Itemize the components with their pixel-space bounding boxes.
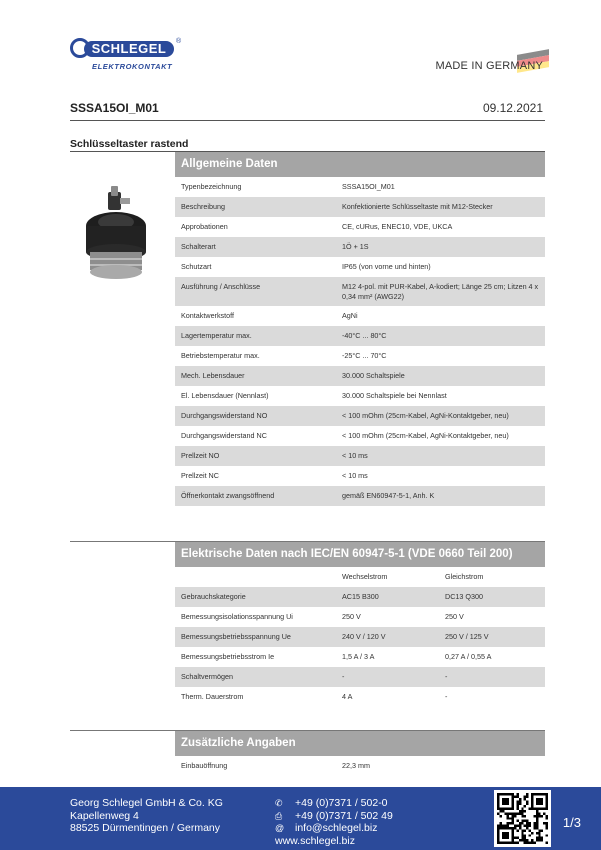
ac-value: 4 A [342, 692, 353, 701]
spec-label: Prellzeit NO [181, 451, 220, 460]
spec-label: Typenbezeichnung [181, 182, 242, 191]
electrical-header-row [175, 567, 545, 587]
table-row [175, 326, 545, 346]
extra-data-table [175, 756, 545, 776]
table-row [175, 486, 545, 506]
company-logo [70, 38, 180, 74]
spec-value: 22,3 mm [342, 761, 370, 770]
spec-label: Prellzeit NC [181, 471, 219, 480]
spec-label: Beschreibung [181, 202, 225, 211]
page-number: 1/3 [562, 815, 581, 830]
phone-number[interactable]: +49 (0)7371 / 502-0 [295, 797, 388, 809]
at-icon: @ [275, 823, 285, 833]
spec-value: 30.000 Schaltspiele bei Nennlast [342, 391, 447, 400]
spec-label: Kontaktwerkstoff [181, 311, 235, 320]
spec-value: gemäß EN60947-5-1, Anh. K [342, 491, 435, 500]
table-row [175, 277, 545, 306]
spec-value: 1Ö + 1S [342, 242, 369, 251]
website-link[interactable]: www.schlegel.biz [275, 834, 355, 847]
table-row [175, 177, 545, 197]
dc-value: - [445, 692, 448, 701]
table-row [175, 756, 545, 776]
table-row [175, 366, 545, 386]
dc-value: 0,27 A / 0,55 A [445, 652, 492, 661]
spec-value: SSSA15OI_M01 [342, 182, 395, 191]
product-image [78, 186, 154, 288]
table-row [175, 687, 545, 707]
spec-label: Lagertemperatur max. [181, 331, 252, 340]
email-link[interactable]: info@schlegel.biz [295, 822, 378, 834]
company-name: Georg Schlegel GmbH & Co. KG [70, 797, 223, 809]
spec-label: Einbauöffnung [181, 761, 228, 770]
spec-value: Konfektionierte Schlüsseltaste mit M12-Stecker [342, 202, 493, 211]
registered-mark: ® [176, 38, 182, 45]
divider [70, 120, 545, 121]
spec-label: Schalterart [181, 242, 216, 251]
footer-contact [275, 797, 393, 847]
spec-value: AgNi [342, 311, 358, 320]
ac-value: - [342, 672, 345, 681]
logo-subtitle: ELEKTROKONTAKT [92, 62, 173, 71]
table-row [175, 257, 545, 277]
table-row [175, 627, 545, 647]
fax-number: +49 (0)7371 / 502 49 [295, 809, 393, 822]
document-id: SSSA15OI_M01 [70, 101, 159, 115]
spec-label: Durchgangswiderstand NO [181, 411, 268, 420]
spec-label: Schutzart [181, 262, 212, 271]
table-row [175, 607, 545, 627]
ac-value: AC15 B300 [342, 592, 379, 601]
table-row [175, 667, 545, 687]
spec-value: < 100 mOhm (25cm-Kabel, AgNi-Kontaktgeber, neu) [342, 411, 509, 420]
spec-value: M12 4-pol. mit PUR-Kabel, A-kodiert; Länge 25 cm; Litzen 4 x 0,34 mm² (AWG22) [342, 282, 539, 301]
ac-value: 250 V [342, 612, 361, 621]
table-row [175, 466, 545, 486]
made-in-germany: MADE IN GERMANY [435, 60, 543, 72]
section-general-title: Allgemeine Daten [175, 152, 545, 177]
dc-value: 250 V / 125 V [445, 632, 489, 641]
spec-value: -40°C ... 80°C [342, 331, 387, 340]
footer-address [70, 797, 223, 835]
spec-label: Bemessungsbetriebsspannung Ue [181, 632, 291, 641]
table-row [175, 406, 545, 426]
spec-label: Betriebstemperatur max. [181, 351, 260, 360]
spec-label: Bemessungsisolationsspannung Ui [181, 612, 293, 621]
spec-label: Ausführung / Anschlüsse [181, 282, 261, 291]
qr-code[interactable] [494, 790, 551, 847]
dc-value: - [445, 672, 448, 681]
table-row [175, 426, 545, 446]
electrical-data-table [175, 567, 545, 707]
table-row [175, 197, 545, 217]
table-row [175, 386, 545, 406]
spec-value: < 10 ms [342, 471, 368, 480]
street: Kapellenweg 4 [70, 809, 139, 822]
logo-brand: SCHLEGEL [84, 41, 174, 57]
document-date: 09.12.2021 [482, 101, 543, 115]
table-row [175, 446, 545, 466]
table-row [175, 217, 545, 237]
dc-value: 250 V [445, 612, 464, 621]
spec-value: < 10 ms [342, 451, 368, 460]
column-header-ac: Wechselstrom [342, 572, 388, 581]
table-row [175, 346, 545, 366]
city: 88525 Dürmentingen / Germany [70, 822, 220, 834]
spec-value: -25°C ... 70°C [342, 351, 387, 360]
spec-value: IP65 (von vorne und hinten) [342, 262, 431, 271]
dc-value: DC13 Q300 [445, 592, 483, 601]
spec-label: Approbationen [181, 222, 228, 231]
spec-value: < 100 mOhm (25cm-Kabel, AgNi-Kontaktgeber, neu) [342, 431, 509, 440]
spec-value: 30.000 Schaltspiele [342, 371, 405, 380]
general-data-table [175, 177, 545, 506]
phone-icon: ✆ [275, 798, 283, 808]
ac-value: 240 V / 120 V [342, 632, 386, 641]
fax-icon: ⎙ [275, 810, 283, 821]
section-extra-title: Zusätzliche Angaben [175, 731, 545, 756]
spec-label: Öffnerkontakt zwangsöffnend [181, 491, 275, 500]
spec-value: CE, cURus, ENEC10, VDE, UKCA [342, 222, 453, 231]
section-electrical-title: Elektrische Daten nach IEC/EN 60947-5-1 (VDE 0660 Teil 200) [175, 542, 545, 567]
spec-label: Schaltvermögen [181, 672, 233, 681]
table-row [175, 306, 545, 326]
spec-label: Bemessungsbetriebsstrom Ie [181, 652, 275, 661]
table-row [175, 587, 545, 607]
product-subtitle: Schlüsseltaster rastend [70, 138, 189, 150]
ac-value: 1,5 A / 3 A [342, 652, 375, 661]
spec-label: Gebrauchskategorie [181, 592, 246, 601]
table-row [175, 647, 545, 667]
spec-label: Durchgangswiderstand NC [181, 431, 267, 440]
spec-label: El. Lebensdauer (Nennlast) [181, 391, 269, 400]
column-header-dc: Gleichstrom [445, 572, 484, 581]
spec-label: Mech. Lebensdauer [181, 371, 245, 380]
spec-label: Therm. Dauerstrom [181, 692, 244, 701]
footer [0, 787, 601, 850]
table-row [175, 237, 545, 257]
